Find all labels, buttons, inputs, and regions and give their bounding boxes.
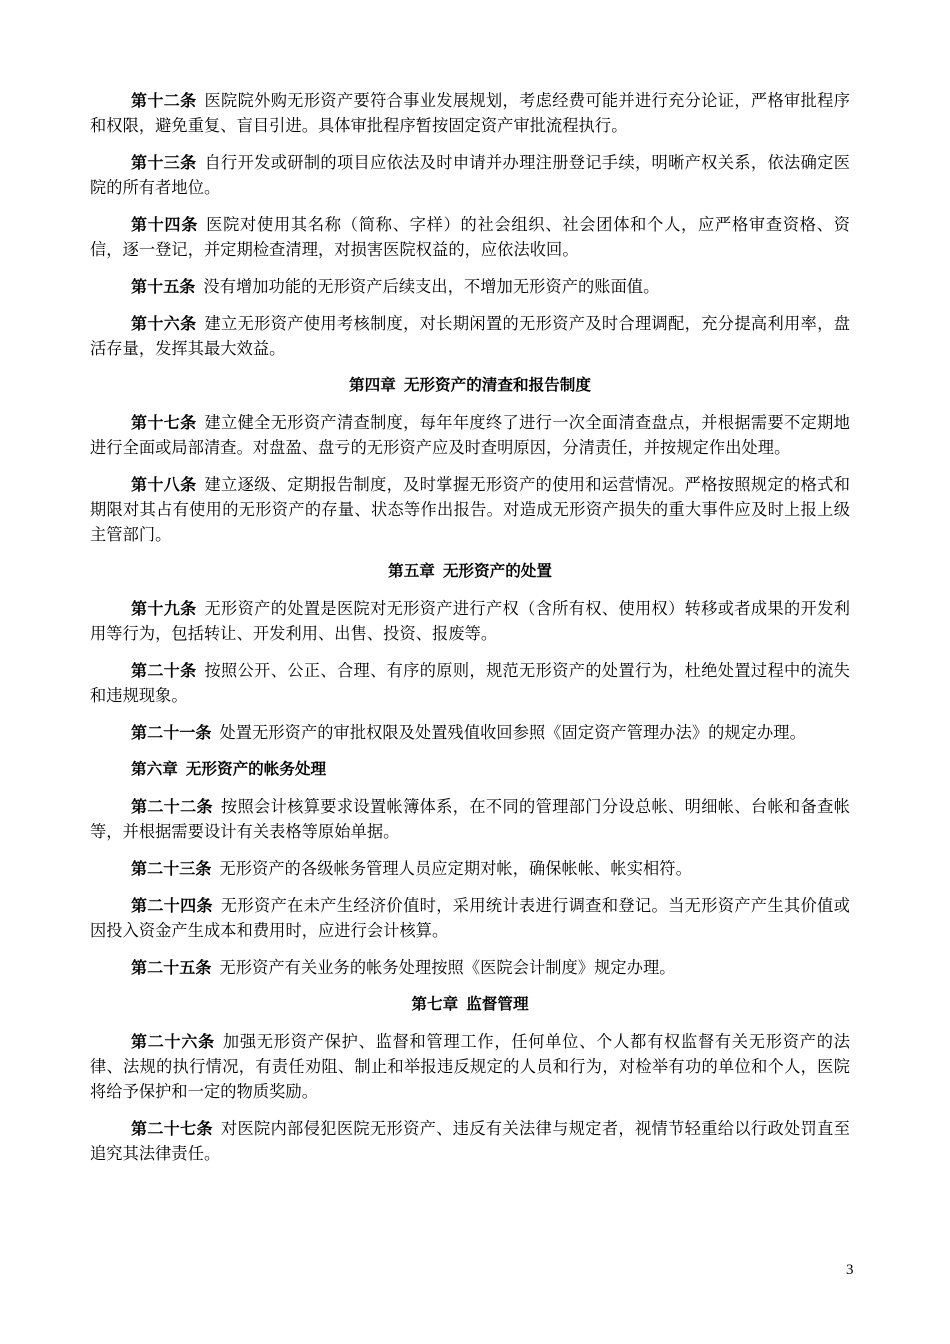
article-number: 第二十三条 — [131, 859, 212, 878]
article-paragraph — [90, 212, 850, 262]
article-text: 医院院外购无形资产要符合事业发展规划，考虑经费可能并进行充分论证，严格审批程序和权限，避免重复、盲目引进。具体审批程序暂按固定资产审批流程执行。 — [90, 91, 850, 135]
article-paragraph — [90, 794, 850, 844]
article-text: 按照公开、公正、合理、有序的原则，规范无形资产的处置行为，杜绝处置过程中的流失和违规现象。 — [90, 661, 850, 705]
article-text: 无形资产的各级帐务管理人员应定期对帐，确保帐帐、帐实相符。 — [219, 859, 692, 878]
article-paragraph — [90, 856, 850, 881]
page-number: 3 — [846, 1262, 854, 1278]
article-text: 医院对使用其名称（简称、字样）的社会组织、社会团体和个人，应严格审查资格、资信，逐一登记，并定期检查清理，对损害医院权益的，应依法收回。 — [90, 215, 851, 259]
article-number: 第十九条 — [131, 599, 197, 618]
article-text: 建立无形资产使用考核制度，对长期闲置的无形资产及时合理调配，充分提高利用率，盘活存量，发挥其最大效益。 — [90, 314, 850, 358]
article-number: 第十五条 — [131, 277, 196, 296]
chapter-heading — [90, 757, 850, 782]
article-paragraph — [90, 720, 850, 745]
article-number: 第十七条 — [131, 413, 197, 432]
article-number: 第二十五条 — [131, 958, 212, 977]
article-paragraph — [90, 410, 850, 460]
article-number: 第二十七条 — [131, 1119, 213, 1138]
chapter-heading — [90, 559, 850, 584]
chapter-number: 第四章 — [349, 376, 396, 394]
article-text: 无形资产有关业务的帐务处理按照《医院会计制度》规定办理。 — [219, 958, 676, 977]
article-text: 没有增加功能的无形资产后续支出，不增加无形资产的账面值。 — [203, 277, 660, 296]
article-number: 第二十一条 — [131, 723, 212, 742]
article-paragraph — [90, 1116, 850, 1166]
chapter-heading — [90, 373, 850, 398]
chapter-number: 第七章 — [411, 995, 459, 1013]
article-text: 无形资产的处置是医院对无形资产进行产权（含所有权、使用权）转移或者成果的开发利用等行为，包括转让、开发利用、出售、投资、报废等。 — [90, 599, 850, 643]
article-paragraph — [90, 658, 850, 708]
article-number: 第十六条 — [131, 314, 197, 333]
article-text: 处置无形资产的审批权限及处置残值收回参照《固定资产管理办法》的规定办理。 — [219, 723, 806, 742]
article-number: 第十二条 — [131, 91, 197, 110]
article-paragraph — [90, 274, 850, 299]
article-number: 第二十四条 — [131, 896, 213, 915]
chapter-heading — [90, 992, 850, 1017]
article-text: 无形资产在未产生经济价值时，采用统计表进行调查和登记。当无形资产产生其价值或因投入资金产生成本和费用时，应进行会计核算。 — [90, 896, 850, 940]
article-paragraph — [90, 893, 850, 943]
article-paragraph — [90, 955, 850, 980]
article-paragraph — [90, 88, 850, 138]
chapter-title: 无形资产的处置 — [442, 562, 552, 580]
chapter-number: 第六章 — [131, 760, 178, 778]
chapter-title: 无形资产的帐务处理 — [185, 760, 327, 778]
article-text: 建立健全无形资产清查制度，每年年度终了进行一次全面清查盘点，并根据需要不定期地进行全面或局部清查。对盘盈、盘亏的无形资产应及时查明原因，分清责任，并按规定作出处理。 — [90, 413, 850, 457]
chapter-title: 监督管理 — [466, 995, 529, 1013]
article-number: 第十八条 — [131, 475, 197, 494]
article-text: 自行开发或研制的项目应依法及时申请并办理注册登记手续，明晰产权关系，依法确定医院的所有者地位。 — [90, 153, 850, 197]
article-text: 加强无形资产保护、监督和管理工作，任何单位、个人都有权监督有关无形资产的法律、法规的执行情况，有责任劝阻、制止和举报违反规定的人员和行为，对检举有功的单位和个人，医院将给予保护和一定的物质奖励。 — [90, 1032, 850, 1101]
article-paragraph — [90, 311, 850, 361]
article-number: 第二十条 — [131, 661, 197, 680]
chapter-number: 第五章 — [388, 562, 435, 580]
article-text: 对医院内部侵犯医院无形资产、违反有关法律与规定者，视情节轻重给以行政处罚直至追究其法律责任。 — [90, 1119, 850, 1163]
article-number: 第二十二条 — [131, 797, 213, 816]
article-paragraph — [90, 596, 850, 646]
document-body — [90, 88, 850, 1178]
article-paragraph — [90, 150, 850, 200]
article-text: 建立逐级、定期报告制度，及时掌握无形资产的使用和运营情况。严格按照规定的格式和期限对其占有使用的无形资产的存量、状态等作出报告。对造成无形资产损失的重大事件应及时上报上级主管部门。 — [90, 475, 850, 544]
article-text: 按照会计核算要求设置帐簿体系，在不同的管理部门分设总帐、明细帐、台帐和备查帐等，并根据需要设计有关表格等原始单据。 — [90, 797, 850, 841]
article-number: 第二十六条 — [131, 1032, 215, 1051]
article-number: 第十三条 — [131, 153, 197, 172]
chapter-title: 无形资产的清查和报告制度 — [403, 376, 591, 394]
article-paragraph — [90, 472, 850, 547]
article-number: 第十四条 — [131, 215, 199, 234]
article-paragraph — [90, 1029, 850, 1104]
